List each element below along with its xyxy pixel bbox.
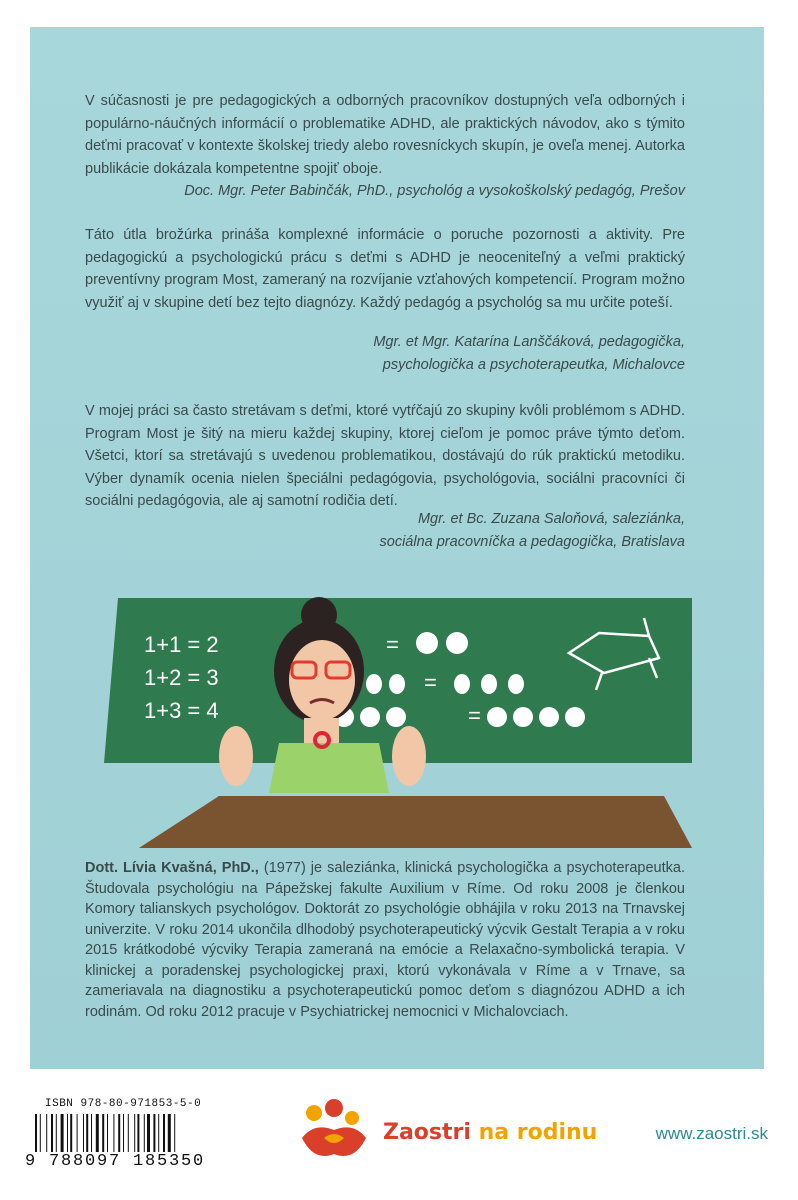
website-link[interactable]: www.zaostri.sk bbox=[655, 1124, 768, 1143]
board-operator-2: = bbox=[424, 670, 437, 695]
author-bio bbox=[85, 858, 685, 1022]
quote-2-author bbox=[373, 331, 685, 376]
plum-icon bbox=[487, 707, 507, 727]
author-name: Dott. Lívia Kvašná, PhD., bbox=[85, 860, 259, 876]
teacher-right-hand bbox=[392, 726, 426, 786]
brand-main: Zaostri bbox=[383, 1120, 479, 1145]
brand-accent: na rodinu bbox=[478, 1120, 598, 1145]
board-equation-3: 1+3 = 4 bbox=[144, 698, 219, 723]
quote-1-text: V súčasnosti je pre pedagogických a odborných pracovníkov dostupných veľa odborných i populárno-náučných informácií o problematike ADHD, ale praktických návodov, ako s týmito deťmi pracovať v kontexte školskej triedy alebo rovesníckych skupín, je oveľa menej. Autorka publikácie dokázala kompetentne spojiť oboje. bbox=[85, 93, 685, 177]
teacher-face bbox=[289, 640, 355, 720]
pear-icon bbox=[454, 674, 470, 694]
quote-3-text: V mojej práci sa často stretávam s deťmi, ktoré vytŕčajú zo skupiny kvôli problémom s ADHD. Program Most je šitý na mieru každej skupiny, ktorej cieľom je pomoc práve týmto deťom. Všetci, ktorí sa stretávajú s uvedenou problematikou, dostávajú do rúk praktickú metodiku. Výber dynamík ocenia nielen špeciálni pedagógovia, psychológovia, sociálni pracovníci či sociálni pedagógovia, ale aj samotní rodičia detí. bbox=[85, 403, 685, 509]
quote-2-author-line-2: psychologička a psychoterapeutka, Michalovce bbox=[382, 356, 685, 373]
brand-name bbox=[383, 1120, 597, 1145]
teacher-left-hand bbox=[219, 726, 253, 786]
board-operator-1: = bbox=[386, 632, 399, 657]
quote-2 bbox=[85, 224, 685, 314]
quote-3-author-line-1: Mgr. et Bc. Zuzana Saloňová, saleziánka, bbox=[417, 511, 685, 527]
pear-icon bbox=[389, 674, 405, 694]
teacher-neck bbox=[304, 718, 339, 743]
quote-3 bbox=[85, 400, 685, 513]
plum-icon bbox=[360, 707, 380, 727]
board-equation-2: 1+2 = 3 bbox=[144, 665, 219, 690]
pear-icon bbox=[481, 674, 497, 694]
board-operator-4: = bbox=[468, 703, 481, 728]
logo-head-icon bbox=[345, 1111, 359, 1125]
apple-icon bbox=[446, 632, 468, 654]
teacher-illustration bbox=[104, 578, 692, 848]
apple-icon bbox=[416, 632, 438, 654]
board-equation-1: 1+1 = 2 bbox=[144, 632, 219, 657]
quote-2-text: Táto útla brožúrka prináša komplexné informácie o poruche pozornosti a aktivity. Pre pedagogickú a psychologickú prácu s deťmi s ADHD je neoceniteľný a veľmi praktický preventívny program Most, zameraný na rozvíjanie vzťahových kompetencií. Program možno využiť aj v skupine detí bez tejto diagnózy. Každý pedagóg a psychológ sa mu určite poteší. bbox=[85, 227, 685, 311]
plum-icon bbox=[539, 707, 559, 727]
pear-icon bbox=[366, 674, 382, 694]
quote-1-author-line-1: Doc. Mgr. Peter Babinčák, PhD., psychológ a vysokoškolský pedagóg, Prešov bbox=[184, 183, 685, 199]
teacher-hair-bun bbox=[301, 597, 337, 633]
family-logo-icon bbox=[294, 1098, 374, 1170]
author-bio-text: (1977) je saleziánka, klinická psychologička a psychoterapeutka. Študovala psychológiu na Pápežskej fakulte Auxilium v Ríme. Od roku 2008 je členkou Komory talianskych psychológov. Doktorát zo psychológie obhájila v roku 2013 na Trnavskej univerzite. V roku 2014 ukončila dlhodobý psychoterapeutický výcvik Gestalt Terapia a v roku 2015 krátkodobé výcviky Terapia zameraná na emócie a Relaxačno-symbolická terapia. V klinickej a poradenskej psychologickej praxi, ktorú vykonávala v Ríme a v Trnave, sa zameriavala na diagnostiku a psychoterapeutickú pomoc deťom s diagnózou ADHD a ich rodinám. Od roku 2012 pracuje v Psychiatrickej nemocnici v Michalovciach. bbox=[85, 860, 685, 1020]
desk bbox=[139, 796, 692, 848]
quote-1-author bbox=[184, 180, 685, 203]
teacher-body bbox=[269, 743, 389, 793]
isbn-text: ISBN 978-80-971853-5-0 bbox=[45, 1098, 202, 1110]
quote-1 bbox=[85, 90, 685, 180]
quote-2-author-line-1: Mgr. et Mgr. Katarína Lanščáková, pedagogička, bbox=[373, 334, 685, 350]
plum-icon bbox=[513, 707, 533, 727]
plum-icon bbox=[565, 707, 585, 727]
pear-icon bbox=[508, 674, 524, 694]
plum-icon bbox=[386, 707, 406, 727]
barcode-number: 9 788097 185350 bbox=[25, 1152, 230, 1171]
logo-head-icon bbox=[306, 1105, 322, 1121]
quote-3-author-line-2: sociálna pracovníčka a pedagogička, Bratislava bbox=[379, 533, 685, 550]
logo-head-icon bbox=[325, 1099, 343, 1117]
quote-3-author bbox=[380, 508, 685, 553]
